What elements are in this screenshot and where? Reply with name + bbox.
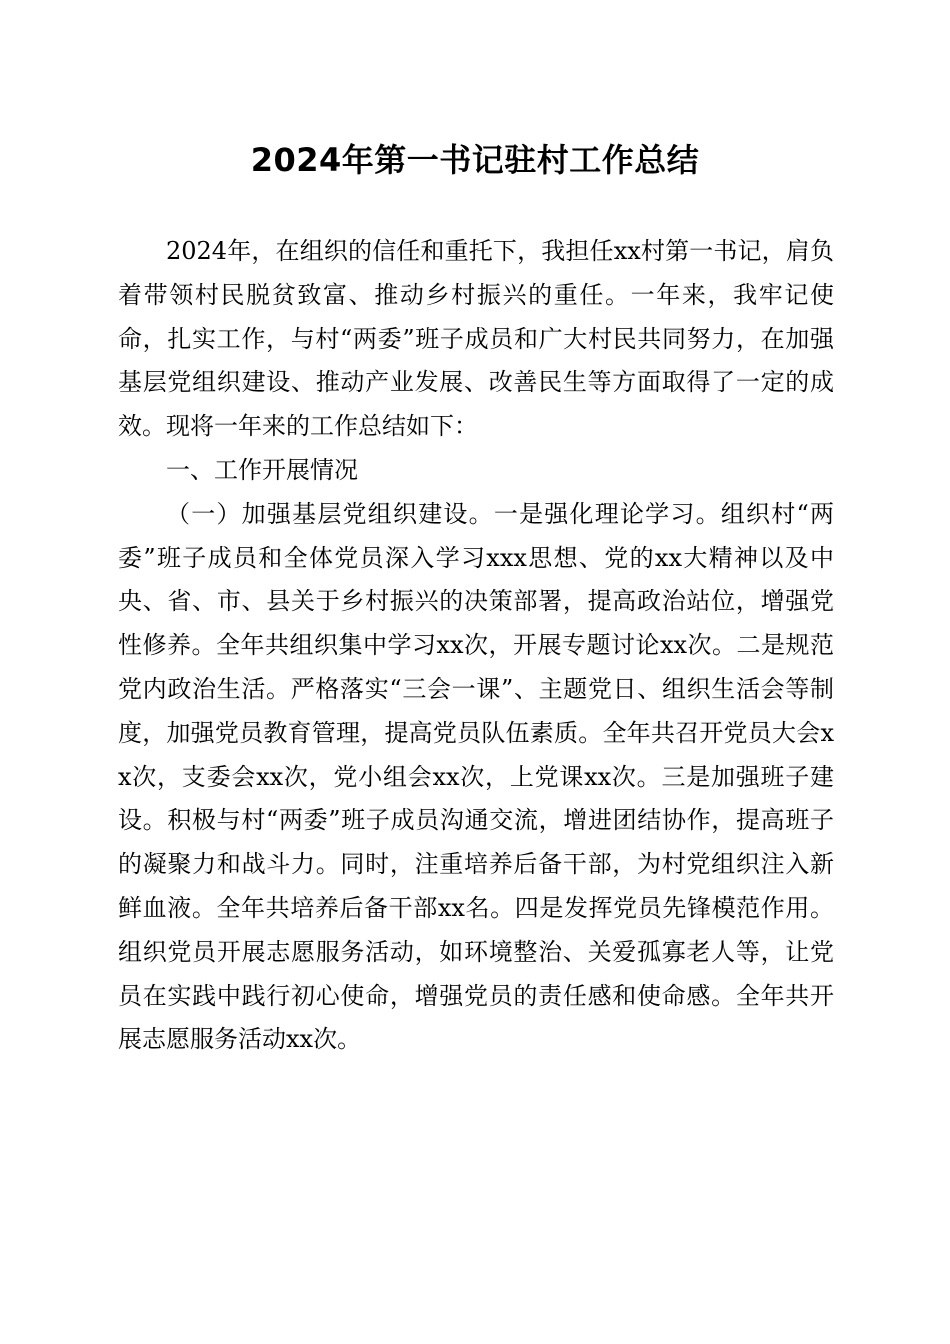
section-heading: 一、工作开展情况 [166,455,358,484]
document-title: 2024年第一书记驻村工作总结 [250,141,700,179]
subsection-heading: （一）加强基层党组织建设。 [166,499,494,528]
document-body [118,230,834,1062]
subsection-paragraph [118,493,834,1062]
intro-paragraph: 2024年，在组织的信任和重托下，我担任xx村第一书记，肩负着带领村民脱贫致富、推动乡村振兴的重任。一年来，我牢记使命，扎实工作，与村“两委”班子成员和广大村民共同努力，在加强基层党组织建设、推动产业发展、改善民生等方面取得了一定的成效。现将一年来的工作总结如下： [118,237,834,441]
subsection-body: 一是强化理论学习。组织村“两委”班子成员和全体党员深入学习xxx思想、党的xx大精神以及中央、省、市、县关于乡村振兴的决策部署，提高政治站位，增强党性修养。全年共组织集中学习xx次，开展专题讨论xx次。二是规范党内政治生活。严格落实“三会一课”、主题党日、组织生活会等制度，加强党员教育管理，提高党员队伍素质。全年共召开党员大会xx次，支委会xx次，党小组会xx次，上党课xx次。三是加强班子建设。积极与村“两委”班子成员沟通交流，增进团结协作，提高班子的凝聚力和战斗力。同时，注重培养后备干部，为村党组织注入新鲜血液。全年共培养后备干部xx名。四是发挥党员先锋模范作用。组织党员开展志愿服务活动，如环境整治、关爱孤寡老人等，让党员在实践中践行初心使命，增强党员的责任感和使命感。全年共开展志愿服务活动xx次。 [118,499,834,1054]
